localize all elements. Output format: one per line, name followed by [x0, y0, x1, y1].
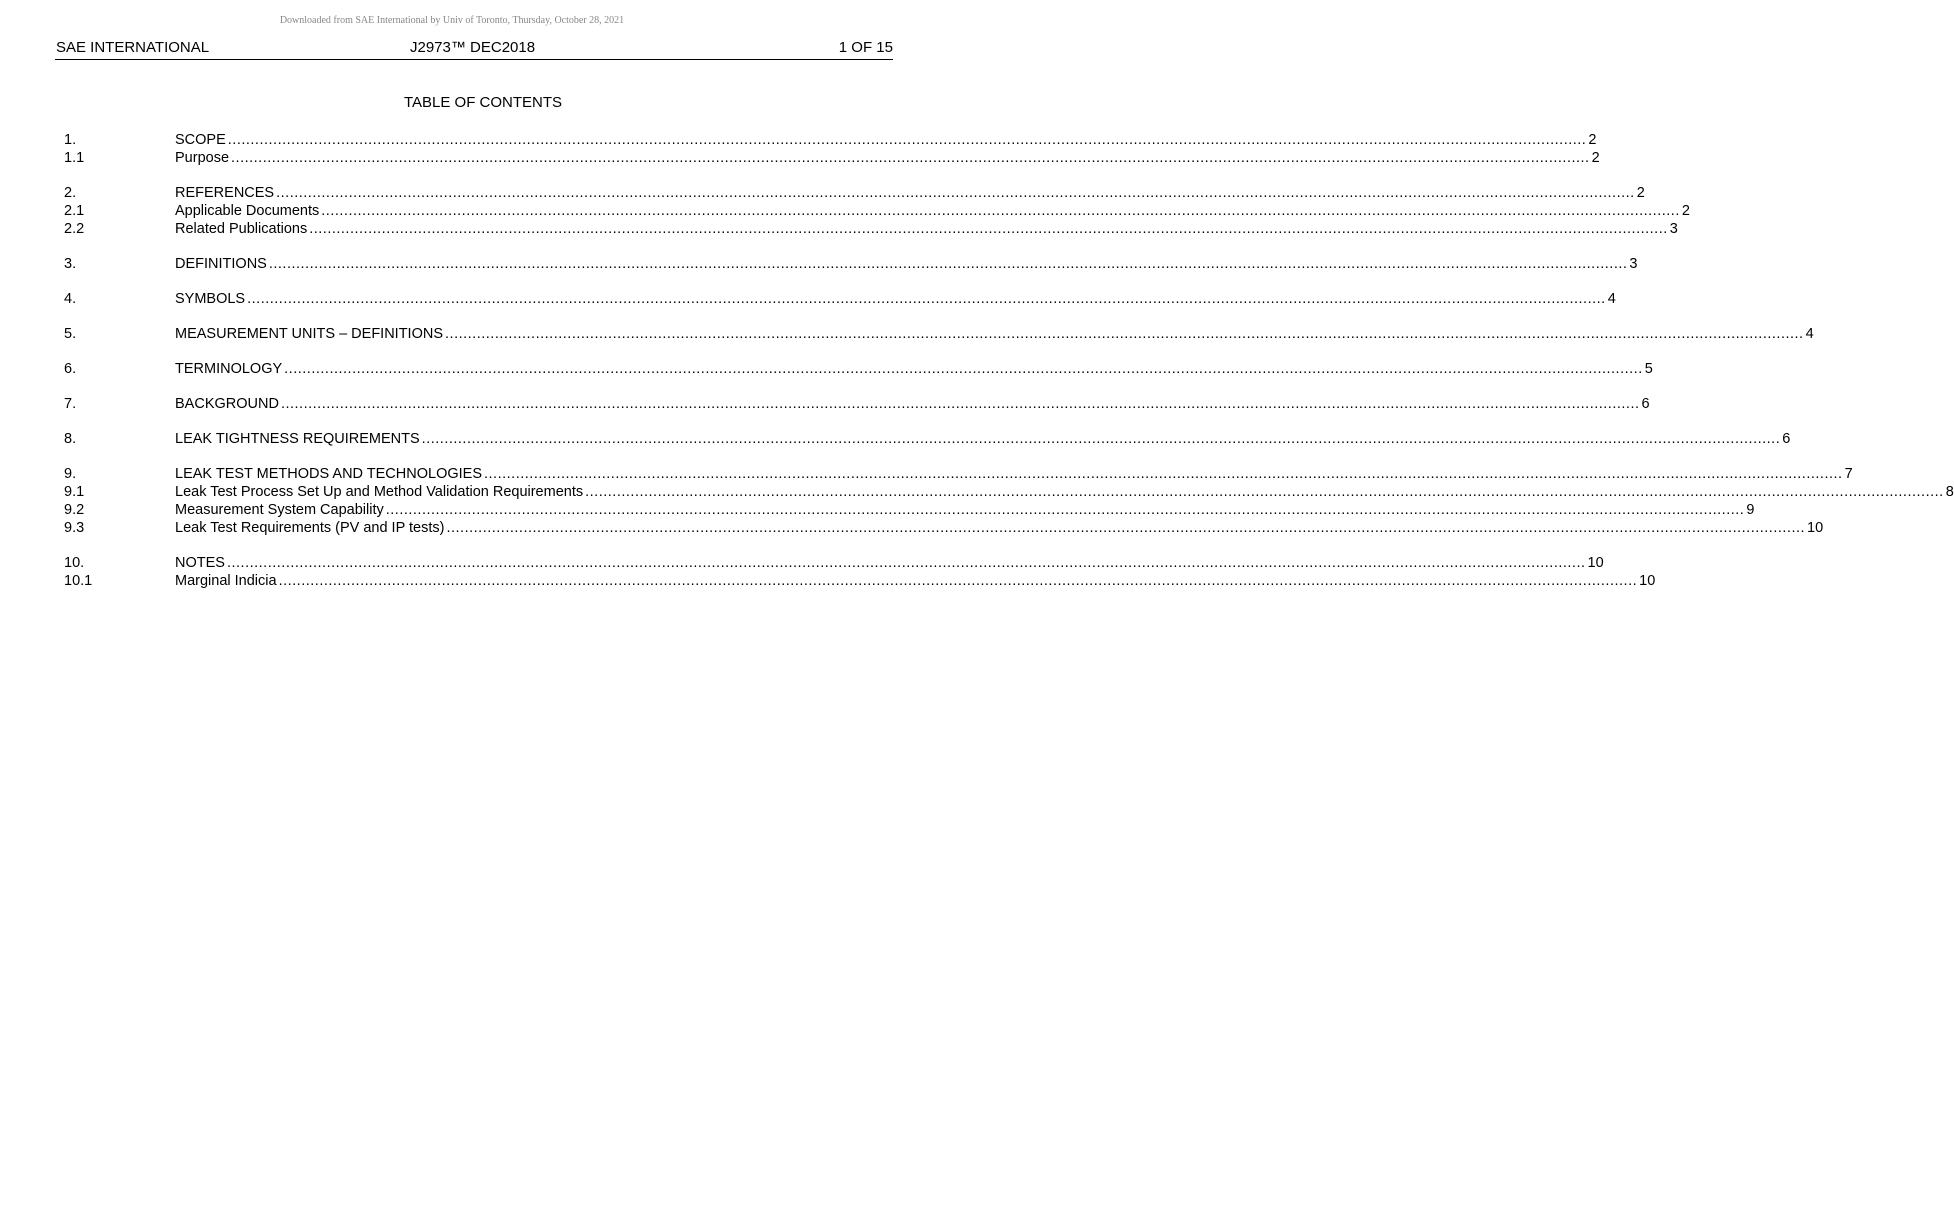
- toc-entry-number: 8.: [64, 431, 77, 447]
- toc-entry[interactable]: 1.1 Purpose ............................................................................................................................................................................................................................................................................................................ 2: [64, 150, 1600, 166]
- toc-entry-number: 3.: [64, 256, 77, 272]
- toc-entry-title: LEAK TEST METHODS AND TECHNOLOGIES: [175, 466, 482, 482]
- toc-entry-page: 4: [1805, 326, 1814, 342]
- toc-entry-page: 2: [1588, 132, 1597, 148]
- toc-entry-number: 9.1: [64, 484, 85, 500]
- toc-entry-title: REFERENCES: [175, 185, 275, 201]
- toc-entry-title: Leak Test Process Set Up and Method Validation Requirements: [175, 484, 584, 500]
- toc-entry-number: 2.1: [64, 203, 85, 219]
- toc-entry-number: 5.: [64, 326, 77, 342]
- table-of-contents: [64, 131, 1954, 590]
- toc-entry-number: 9.3: [64, 520, 85, 536]
- toc-entry-title: LEAK TIGHTNESS REQUIREMENTS: [175, 431, 420, 447]
- toc-entry-title: NOTES: [175, 555, 225, 571]
- toc-entry-number: 10.1: [64, 573, 93, 589]
- toc-entry-title: Related Publications: [175, 221, 308, 237]
- toc-entry-title: Measurement System Capability: [175, 502, 384, 518]
- page-header: [55, 38, 893, 60]
- toc-entry[interactable]: 9.2 Measurement System Capability ............................................................................................................................................................................................................................................................................................................ 9: [64, 502, 1755, 518]
- toc-entry-page: 2: [1591, 150, 1600, 166]
- toc-entry[interactable]: 10. NOTES ............................................................................................................................................................................................................................................................................................................ 10: [64, 555, 1604, 571]
- toc-entry-title: Leak Test Requirements (PV and IP tests): [175, 520, 445, 536]
- toc-entry-page: 3: [1669, 221, 1678, 237]
- toc-entry-number: 2.: [64, 185, 77, 201]
- toc-entry[interactable]: 8. LEAK TIGHTNESS REQUIREMENTS ............................................................................................................................................................................................................................................................................................................ 6: [64, 431, 1791, 447]
- toc-entry-number: 9.: [64, 466, 77, 482]
- toc-entry-number: 1.1: [64, 150, 85, 166]
- toc-entry-page: 5: [1644, 361, 1653, 377]
- toc-entry-page: 8: [1945, 484, 1954, 500]
- toc-entry-page: 6: [1782, 431, 1791, 447]
- toc-entry-title: Marginal Indicia: [175, 573, 277, 589]
- toc-entry-page: 10: [1639, 573, 1656, 589]
- toc-entry-page: 2: [1636, 185, 1645, 201]
- toc-entry-title: MEASUREMENT UNITS – DEFINITIONS: [175, 326, 444, 342]
- header-page-number: 1 OF 15: [838, 39, 893, 56]
- toc-entry-number: 4.: [64, 291, 77, 307]
- toc-entry-title: TERMINOLOGY: [175, 361, 283, 377]
- toc-entry[interactable]: 3. DEFINITIONS ............................................................................................................................................................................................................................................................................................................ 3: [64, 256, 1638, 272]
- toc-entry-number: 1.: [64, 132, 77, 148]
- toc-entry-number: 9.2: [64, 502, 85, 518]
- toc-entry-title: DEFINITIONS: [175, 256, 267, 272]
- toc-entry[interactable]: 9.3 Leak Test Requirements (PV and IP tests) ............................................................................................................................................................................................................................................................................................................ 10: [64, 520, 1824, 536]
- toc-entry[interactable]: 4. SYMBOLS ............................................................................................................................................................................................................................................................................................................ 4: [64, 291, 1616, 307]
- toc-entry-number: 6.: [64, 361, 77, 377]
- toc-entry-title: Purpose: [175, 150, 230, 166]
- download-watermark: Downloaded from SAE International by Univ of Toronto, Thursday, October 28, 2021: [279, 15, 625, 26]
- toc-entry-title: SYMBOLS: [175, 291, 246, 307]
- toc-entry-page: 7: [1844, 466, 1853, 482]
- toc-entry[interactable]: 2.2 Related Publications ............................................................................................................................................................................................................................................................................................................ 3: [64, 221, 1678, 237]
- toc-entry[interactable]: 9. LEAK TEST METHODS AND TECHNOLOGIES ............................................................................................................................................................................................................................................................................................................ 7: [64, 466, 1853, 482]
- toc-entry-title: SCOPE: [175, 132, 226, 148]
- toc-entry-title: BACKGROUND: [175, 396, 279, 412]
- toc-entry[interactable]: 6. TERMINOLOGY ............................................................................................................................................................................................................................................................................................................ 5: [64, 361, 1653, 377]
- toc-entry-page: 4: [1607, 291, 1616, 307]
- toc-entry-page: 10: [1587, 555, 1604, 571]
- toc-entry-page: 6: [1641, 396, 1650, 412]
- toc-title: TABLE OF CONTENTS: [403, 94, 563, 111]
- toc-entry[interactable]: 10.1 Marginal Indicia ............................................................................................................................................................................................................................................................................................................ 10: [64, 573, 1656, 589]
- toc-entry-number: 10.: [64, 555, 85, 571]
- toc-entry[interactable]: 7. BACKGROUND ............................................................................................................................................................................................................................................................................................................ 6: [64, 396, 1650, 412]
- toc-entry-number: 7.: [64, 396, 77, 412]
- toc-entry[interactable]: 2. REFERENCES ............................................................................................................................................................................................................................................................................................................ 2: [64, 185, 1645, 201]
- toc-entry[interactable]: 9.1 Leak Test Process Set Up and Method Validation Requirements ............................................................................................................................................................................................................................................................................................................ 8: [64, 484, 1954, 500]
- toc-entry-page: 10: [1807, 520, 1824, 536]
- toc-entry-page: 2: [1681, 203, 1690, 219]
- toc-entry[interactable]: 5. MEASUREMENT UNITS – DEFINITIONS ............................................................................................................................................................................................................................................................................................................ 4: [64, 326, 1814, 342]
- header-org: SAE INTERNATIONAL: [56, 39, 210, 56]
- toc-entry-page: 3: [1629, 256, 1638, 272]
- toc-entry[interactable]: 1. SCOPE ............................................................................................................................................................................................................................................................................................................ 2: [64, 132, 1597, 148]
- toc-entry-number: 2.2: [64, 221, 85, 237]
- toc-entry[interactable]: 2.1 Applicable Documents ............................................................................................................................................................................................................................................................................................................ 2: [64, 203, 1690, 219]
- header-doc-id: J2973™ DEC2018: [410, 39, 536, 56]
- toc-entry-page: 9: [1746, 502, 1755, 518]
- toc-entry-title: Applicable Documents: [175, 203, 320, 219]
